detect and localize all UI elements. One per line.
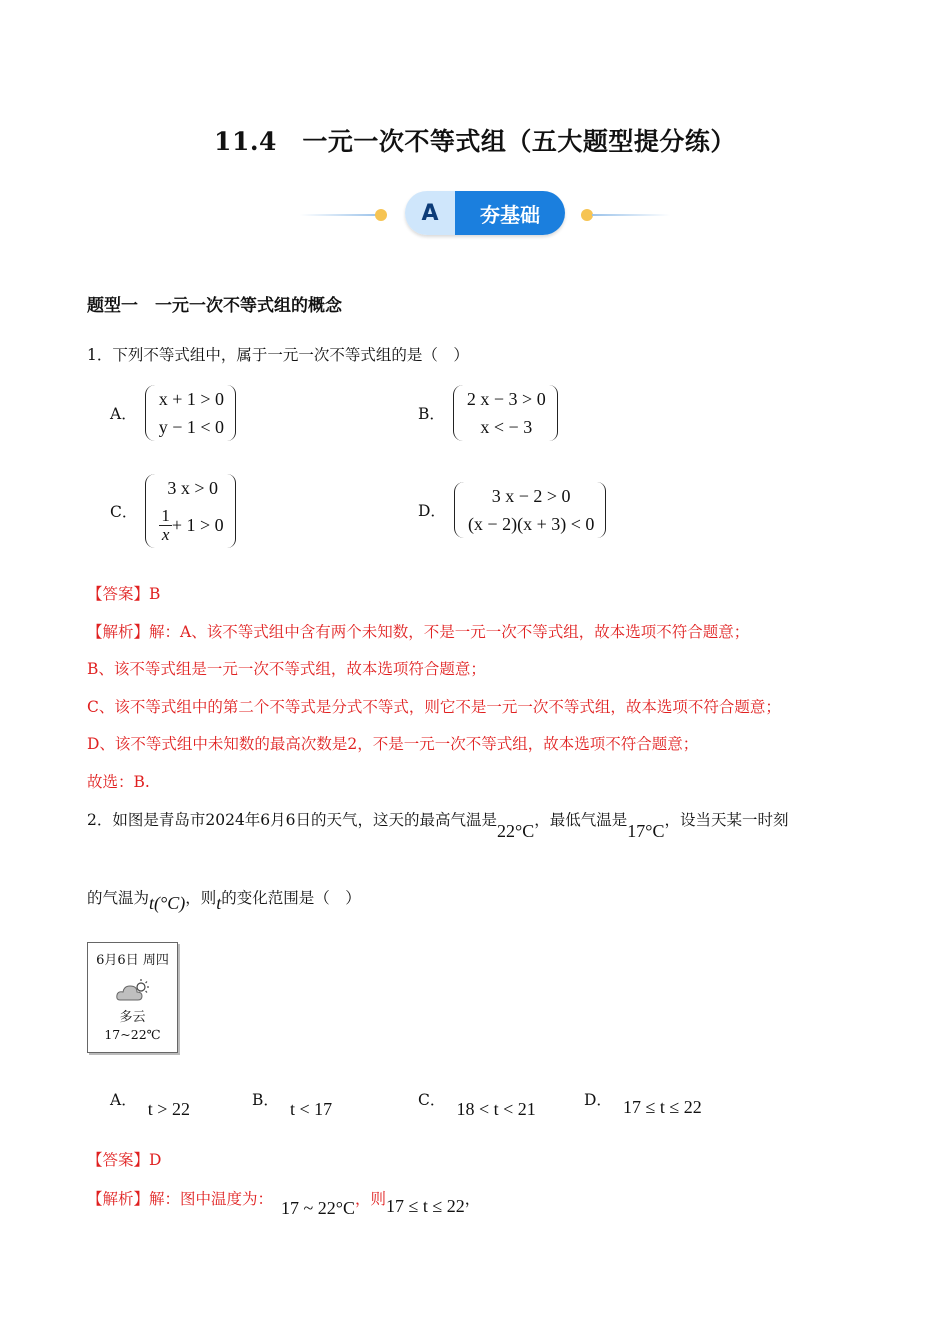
q2-analysis-tag: 【解析】 [87, 1190, 150, 1208]
q2-var: t [216, 893, 222, 913]
badge-line-left [300, 214, 378, 216]
q2-var-expr: t(°C) [149, 893, 186, 913]
q1-analysis-line-3: C、该不等式组中的第二个不等式是分式不等式，则它不是一元一次不等式组，故本选项不符合题意； [87, 698, 781, 716]
q2-temp-high: 22°C [497, 821, 535, 841]
right-bracket [227, 474, 236, 548]
q1-analysis-line-1 [87, 620, 749, 642]
q1-option-d-row2: (x − 2)(x + 3) < 0 [467, 514, 595, 534]
q1-stem: 1．下列不等式组中，属于一元一次不等式组的是（ ） [87, 346, 469, 364]
q1-analysis-line-4: D、该不等式组中未知数的最高次数是2，不是一元一次不等式组，故本选项不符合题意； [87, 735, 699, 753]
q1-option-a [110, 385, 236, 441]
q2-option-a-label: A． [110, 1091, 137, 1109]
q2-option-c [418, 1088, 536, 1119]
q2-analysis-b: ，则 [354, 1190, 386, 1208]
q1-option-c-row2-tail: + 1 > 0 [171, 515, 224, 535]
q1-option-a-system [145, 385, 236, 441]
q2-stem-c: ，设当天某一时刻 [664, 811, 789, 829]
q2-answer: 【答案】D [87, 1151, 162, 1169]
q2-option-d-expr: 17 ≤ t ≤ 22 [623, 1097, 702, 1117]
weather-range: 17~22℃ [104, 1027, 161, 1042]
left-brace [145, 474, 156, 548]
partly-cloudy-icon [116, 979, 152, 1003]
q2-analysis-a: 解：图中温度为： [149, 1190, 274, 1208]
left-brace [454, 482, 465, 538]
q1-option-b-label: B． [418, 405, 445, 423]
q2-option-c-expr: 18 < t < 21 [456, 1099, 536, 1119]
fraction-numerator: 1 [161, 505, 170, 525]
q1-option-c-row1: 3 x > 0 [167, 478, 219, 498]
weather-condition: 多云 [119, 1010, 146, 1025]
q1-option-b-row2: x < − 3 [480, 417, 533, 437]
q1-option-c-row2 [159, 502, 223, 548]
q2-option-b [252, 1088, 333, 1119]
q1-option-a-row2: y − 1 < 0 [158, 417, 225, 437]
badge-label: 夯基础 [455, 191, 565, 235]
section-heading: 题型一 一元一次不等式组的概念 [87, 296, 342, 316]
q2-analysis-expr2: 17 ≤ t ≤ 22 [386, 1196, 465, 1216]
q1-analysis-line-5: 故选：B. [87, 773, 150, 791]
q2-stem-line-1 [87, 808, 789, 841]
q1-option-d-label: D． [418, 502, 446, 520]
right-bracket [597, 482, 606, 538]
left-brace [453, 385, 464, 441]
q2-option-a [110, 1088, 190, 1119]
q2-option-b-expr: t < 17 [289, 1099, 333, 1119]
right-bracket [227, 385, 236, 441]
q2-analysis-expr1: 17 ~ 22°C [281, 1198, 355, 1218]
q2-stem-b: ，最低气温是 [534, 811, 628, 829]
q1-answer: 【答案】B [87, 585, 161, 603]
q1-analysis-line-2: B、该不等式组是一元一次不等式组，故本选项符合题意； [87, 660, 486, 678]
left-brace [145, 385, 156, 441]
q1-option-d [418, 482, 606, 538]
weather-card [87, 942, 178, 1053]
q2-stem-d: 的气温为 [87, 889, 150, 907]
right-bracket [549, 385, 558, 441]
q2-stem-e: ，则 [185, 889, 217, 907]
q1-analysis-text-1: 解：A、该不等式组中含有两个未知数，不是一元一次不等式组，故本选项不符合题意； [149, 623, 750, 641]
fraction-denominator: x [161, 524, 170, 544]
q1-option-b-row1: 2 x − 3 > 0 [466, 389, 546, 409]
q1-option-d-system [454, 482, 606, 538]
fraction [159, 507, 172, 544]
q2-stem-line-2 [87, 886, 361, 913]
q2-stem-f: 的变化范围是（ ） [221, 889, 361, 907]
weather-date: 6月6日 周四 [96, 953, 169, 968]
q1-option-c-label: C． [110, 503, 138, 521]
badge-line-right [592, 214, 670, 216]
q1-option-a-row1: x + 1 > 0 [158, 389, 225, 409]
q2-option-a-expr: t > 22 [147, 1099, 190, 1119]
q1-option-c [110, 474, 236, 548]
q2-option-c-label: C． [418, 1091, 446, 1109]
badge-dot-left [375, 209, 387, 221]
badge-letter: A [405, 191, 455, 235]
section-badge [405, 191, 565, 235]
q1-option-a-label: A． [110, 405, 137, 423]
q2-option-d [584, 1088, 702, 1117]
page-title: 11.4 一元一次不等式组（五大题型提分练） [214, 127, 736, 156]
q2-option-d-label: D． [584, 1091, 612, 1109]
q2-stem-a: 2．如图是青岛市2024年6月6日的天气，这天的最高气温是 [87, 811, 498, 829]
q1-option-b [418, 385, 558, 441]
q2-analysis-c: ， [464, 1190, 481, 1208]
q2-analysis-line [87, 1187, 481, 1218]
q1-analysis-tag: 【解析】 [87, 623, 150, 641]
q2-temp-low: 17°C [627, 821, 665, 841]
q1-option-c-system [145, 474, 235, 548]
q1-option-d-row1: 3 x − 2 > 0 [491, 486, 571, 506]
q1-option-b-system [453, 385, 558, 441]
q2-option-b-label: B． [252, 1091, 279, 1109]
